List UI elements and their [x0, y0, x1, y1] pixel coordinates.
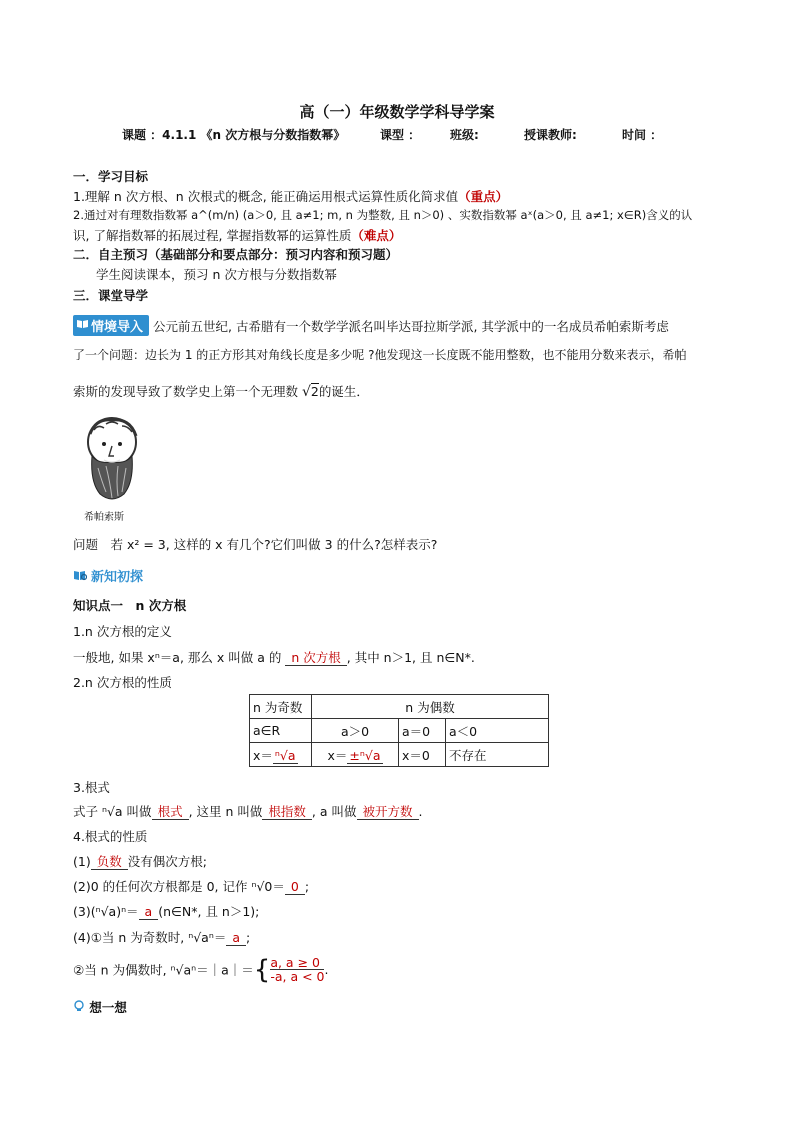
header-odd: n 为奇数: [250, 695, 312, 719]
meta-time: 时间 ：: [622, 128, 663, 142]
goal-1: [73, 187, 508, 205]
knowledge-point-1: 知识点一 n 次方根: [73, 598, 187, 613]
table-row: [250, 719, 549, 743]
knowledge-banner: 新知初探: [73, 566, 143, 585]
scenario-question: 问题 若 x² = 3, 这样的 x 有几个?它们叫做 3 的什么?怎样表示?: [73, 537, 438, 552]
cell-negative-result: 不存在: [446, 743, 549, 767]
goal-1-tag: （重点）: [458, 189, 509, 204]
section-preview-body: 学生阅读课本，预习 n 次方根与分数指数幂: [96, 267, 337, 282]
nature-4-answer: a: [226, 930, 246, 946]
goal-2-tag: （难点）: [351, 228, 402, 243]
nature-heading: 4.根式的性质: [73, 829, 148, 844]
sqrt-two: √2: [302, 384, 319, 400]
section-guide-heading: 三．课堂导学: [73, 288, 149, 303]
scenario-line-3: [73, 382, 369, 400]
section-goals-heading: 一．学习目标: [73, 169, 149, 184]
cell-negative: a＜0: [446, 719, 549, 743]
table-row: [250, 695, 549, 719]
scenario-text-3-post: 的诞生．: [318, 384, 369, 399]
portrait-caption: 希帕索斯: [84, 512, 124, 523]
definition-post: , 其中 n＞1, 且 n∈N*.: [346, 650, 475, 665]
scenario-text-1: 公元前五世纪, 古希腊有一个数学学派名叫毕达哥拉斯学派, 其学派中的一名成员希帕索斯考虑: [153, 319, 669, 334]
definition-pre: 一般地, 如果 xⁿ＝a, 那么 x 叫做 a 的: [73, 650, 282, 665]
radical-line: 式子 ⁿ√a 叫做 根式 , 这里 n 叫做 根指数 , a 叫做 被开方数 .: [73, 804, 423, 819]
nth-root-property-table: [249, 694, 549, 767]
lightbulb-icon: [73, 1000, 89, 1015]
nature-5: ②当 n 为偶数时, ⁿ√aⁿ＝｜a｜＝{ $\frac{a, a \ge 0}{-a, a < 0}$ .: [73, 954, 329, 985]
property-heading: 2.n 次方根的性质: [73, 675, 172, 690]
definition-heading: 1.n 次方根的定义: [73, 624, 172, 639]
nature-2-answer: 0: [285, 879, 305, 895]
cell-positive-result: x＝ ±ⁿ√a: [312, 743, 399, 767]
goal-2-text: 识, 了解指数幂的拓展过程, 掌握指数幂的运算性质: [73, 228, 352, 243]
radical-answer-1: 根式: [152, 804, 189, 820]
header-even: n 为偶数: [312, 695, 549, 719]
table-row: [250, 743, 549, 767]
piecewise-cases: $\frac{a, a \ge 0}{-a, a < 0}$: [270, 955, 325, 984]
scenario-banner: 情境导入: [73, 315, 149, 336]
nature-4: (4)①当 n 为奇数时, ⁿ√aⁿ＝ a ;: [73, 930, 251, 945]
page-title: 高（一）年级数学学科导学案: [299, 103, 495, 121]
left-brace: {: [253, 954, 271, 985]
meta-type: 课型 ：: [380, 128, 421, 142]
nature-1: (1) 负数 没有偶次方根;: [73, 854, 207, 869]
nature-3-answer: a: [139, 904, 159, 920]
magnifier-book-icon: [73, 569, 91, 584]
nature-3: (3)(ⁿ√a)ⁿ＝ a (n∈N*, 且 n＞1);: [73, 904, 260, 919]
radical-answer-3: 被开方数: [357, 804, 419, 820]
definition-line: [73, 648, 475, 666]
radical-answer-2: 根指数: [262, 804, 312, 820]
scenario-text-3: 索斯的发现导致了数学史上第一个无理数: [73, 384, 299, 399]
hippasus-portrait: [76, 412, 148, 522]
section-preview-heading: 二．自主预习（基础部分和要点部分：预习内容和预习题）: [73, 247, 399, 262]
meta-class: 班级:: [450, 128, 479, 142]
cell-odd-result: x＝ ⁿ√a: [250, 743, 312, 767]
think-heading: 想一想: [73, 998, 127, 1016]
cell-positive: a＞0: [312, 719, 399, 743]
scenario-line-1: [73, 315, 669, 336]
goal-2-line-2: [73, 226, 401, 244]
goal-2-line-1: 2.通过对有理数指数幂 a^(m/n) (a＞0, 且 a≠1; m, n 为整数, 且 n＞0) 、实数指数幂 aˣ(a＞0, 且 a≠1; x∈R)含义的认: [73, 208, 693, 222]
cell-zero-result: x＝0: [399, 743, 446, 767]
cell-domain-odd: a∈R: [250, 719, 312, 743]
meta-teacher: 授课教师:: [524, 128, 577, 142]
goal-1-text: 1.理解 n 次方根、n 次根式的概念, 能正确运用根式运算性质化简求值: [73, 189, 459, 204]
nature-1-answer: 负数: [91, 854, 128, 870]
cell-zero: a＝0: [399, 719, 446, 743]
meta-topic: 课题 ：4.1.1 《n 次方根与分数指数幂》: [122, 128, 346, 142]
radical-heading: 3.根式: [73, 780, 110, 795]
definition-answer: n 次方根: [285, 650, 346, 666]
scenario-line-2: 了一个问题：边长为 1 的正方形其对角线长度是多少呢 ?他发现这一长度既不能用整数，也不能用分数来表示，希帕: [73, 348, 687, 362]
book-icon: [76, 318, 89, 333]
nature-2: (2)0 的任何次方根都是 0, 记作 ⁿ√0＝ 0 ;: [73, 879, 310, 894]
